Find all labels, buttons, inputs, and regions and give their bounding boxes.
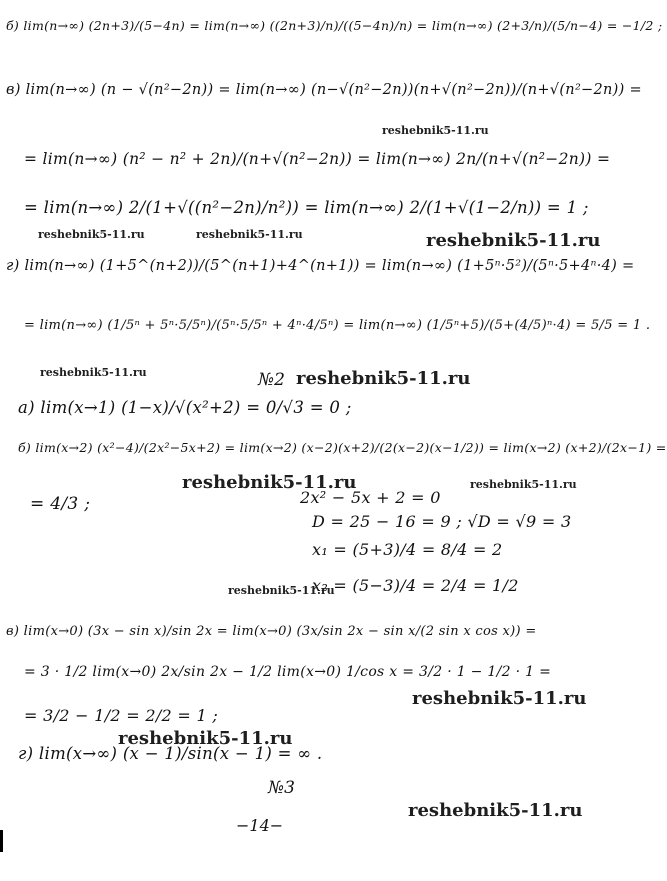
watermark: reshebnik5-11.ru — [426, 230, 601, 251]
watermark: reshebnik5-11.ru — [196, 228, 303, 241]
watermark: reshebnik5-11.ru — [40, 366, 147, 379]
solution-1b: б) lim(n→∞) (2n+3)/(5−4n) = lim(n→∞) ((2n+3)/n)/((5−4n)/n) = lim(n→∞) (2+3/n)/(5/n−4) = −1/2 ; — [6, 18, 663, 33]
watermark: reshebnik5-11.ru — [228, 584, 335, 597]
page-number: −14− — [236, 816, 284, 835]
solution-2b: б) lim(x→2) (x²−4)/(2x²−5x+2) = lim(x→2) (x−2)(x+2)/(2(x−2)(x−1/2)) = lim(x→2) (x+2)/(2x−1) = — [18, 440, 667, 455]
root-x2: x₂ = (5−3)/4 = 2/4 = 1/2 — [312, 576, 519, 595]
watermark: reshebnik5-11.ru — [408, 800, 583, 821]
section-number-2: №2 — [258, 370, 285, 390]
solution-2g: г) lim(x→∞) (x − 1)/sin(x − 1) = ∞ . — [18, 744, 323, 763]
watermark: reshebnik5-11.ru — [38, 228, 145, 241]
watermark: reshebnik5-11.ru — [412, 688, 587, 709]
solution-2v-result: = 3/2 − 1/2 = 2/2 = 1 ; — [24, 706, 219, 725]
solution-2a: а) lim(x→1) (1−x)/√(x²+2) = 0/√3 = 0 ; — [18, 398, 352, 417]
section-number-3: №3 — [268, 778, 295, 798]
root-x1: x₁ = (5+3)/4 = 8/4 = 2 — [312, 540, 503, 559]
solution-1g-step2: = lim(n→∞) (1/5ⁿ + 5ⁿ·5/5ⁿ)/(5ⁿ·5/5ⁿ + 4ⁿ·4/5ⁿ) = lim(n→∞) (1/5ⁿ+5)/(5+(4/5)ⁿ·4) = 5/5 = 1 . — [24, 318, 651, 333]
watermark: reshebnik5-11.ru — [296, 368, 471, 389]
solution-2b-result: = 4/3 ; — [30, 494, 91, 514]
solution-1v-step3: = lim(n→∞) 2/(1+√((n²−2n)/n²)) = lim(n→∞) 2/(1+√(1−2/n)) = 1 ; — [24, 198, 589, 217]
watermark: reshebnik5-11.ru — [470, 478, 577, 491]
solution-2v: в) lim(x→0) (3x − sin x)/sin 2x = lim(x→0) (3x/sin 2x − sin x/(2 sin x cos x)) = — [6, 624, 537, 639]
solution-1v: в) lim(n→∞) (n − √(n²−2n)) = lim(n→∞) (n−√(n²−2n))(n+√(n²−2n))/(n+√(n²−2n)) = — [6, 82, 642, 98]
solution-2v-step2: = 3 · 1/2 lim(x→0) 2x/sin 2x − 1/2 lim(x→0) 1/cos x = 3/2 · 1 − 1/2 · 1 = — [24, 664, 552, 680]
watermark: reshebnik5-11.ru — [182, 472, 357, 493]
scan-edge-mark — [0, 830, 3, 852]
watermark: reshebnik5-11.ru — [118, 728, 293, 749]
solution-1g: г) lim(n→∞) (1+5^(n+2))/(5^(n+1)+4^(n+1)) = lim(n→∞) (1+5ⁿ·5²)/(5ⁿ·5+4ⁿ·4) = — [6, 258, 635, 274]
watermark: reshebnik5-11.ru — [382, 124, 489, 137]
solution-1v-step2: = lim(n→∞) (n² − n² + 2n)/(n+√(n²−2n)) = lim(n→∞) 2n/(n+√(n²−2n)) = — [24, 150, 611, 168]
quadratic-equation: 2x² − 5x + 2 = 0 — [300, 488, 441, 507]
discriminant: D = 25 − 16 = 9 ; √D = √9 = 3 — [312, 512, 572, 531]
